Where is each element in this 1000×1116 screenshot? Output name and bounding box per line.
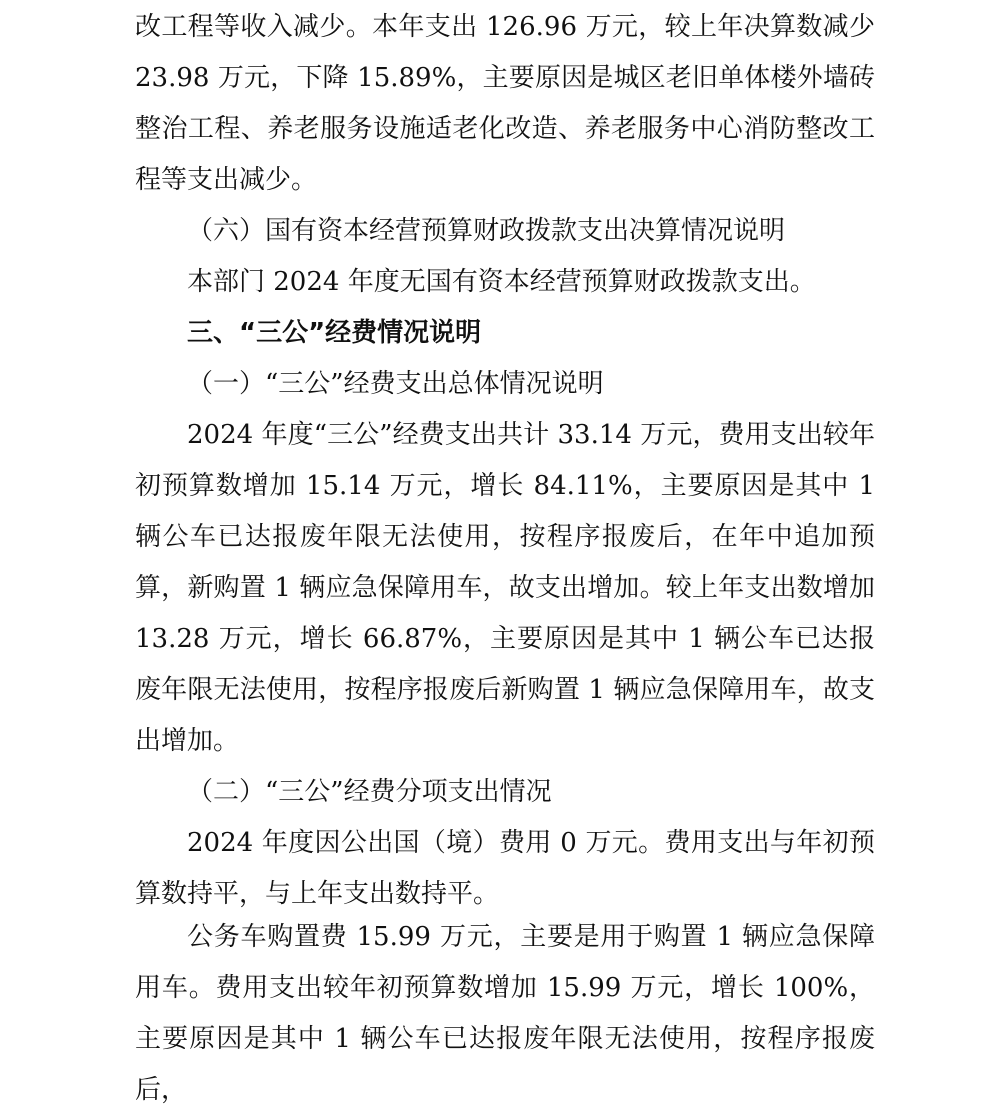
subheading-section-3-1: （一）“三公”经费支出总体情况说明	[187, 369, 604, 399]
heading-section-3: 三、“三公”经费情况说明	[187, 318, 482, 348]
paragraph-continuation: 改工程等收入减少。本年支出 126.96 万元，较上年决算数减少 23.98 万元，下降 15.89%，主要原因是城区老旧单体楼外墙砖整治工程、养老服务设施适老化改造、养老服务中心消防整改工程等支出减少。	[135, 12, 875, 195]
paragraph-section-3-1: 2024 年度“三公”经费支出共计 33.14 万元，费用支出较年初预算数增加 15.14 万元，增长 84.11%，主要原因是其中 1 辆公车已达报废年限无法使用，按程序报废后，在年中追加预算，新购置 1 辆应急保障用车，故支出增加。较上年支出数增加 13.28 万元，增长 66.87%，主要原因是其中 1 辆公车已达报废年限无法使用，按程序报废后新购置 1 辆应急保障用车，故支出增加。	[135, 420, 875, 756]
paragraph-section-6: 本部门 2024 年度无国有资本经营预算财政拨款支出。	[187, 267, 816, 297]
paragraph-section-3-2-b: 公务车购置费 15.99 万元，主要是用于购置 1 辆应急保障用车。费用支出较年初预算数增加 15.99 万元，增长 100%，主要原因是其中 1 辆公车已达报废年限无法使用，按程序报废后，	[135, 922, 875, 1105]
paragraph-section-3-2-a: 2024 年度因公出国（境）费用 0 万元。费用支出与年初预算数持平，与上年支出数持平。	[135, 828, 875, 909]
subheading-section-3-2: （二）“三公”经费分项支出情况	[187, 777, 552, 807]
subheading-section-6: （六）国有资本经营预算财政拨款支出决算情况说明	[187, 216, 786, 246]
